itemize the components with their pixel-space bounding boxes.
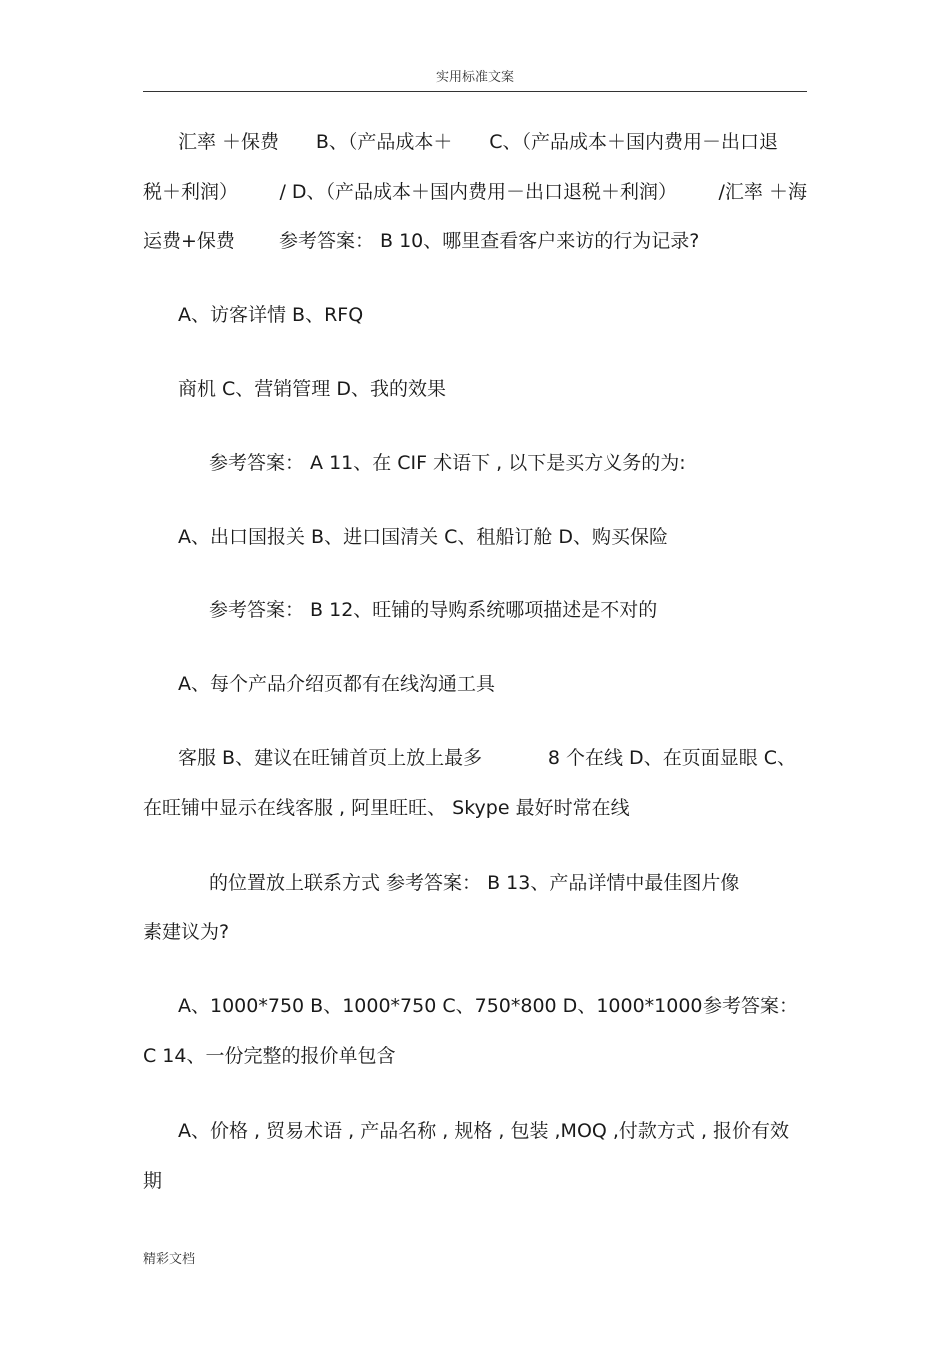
- text-segment: 税＋利润）: [143, 181, 239, 203]
- text-segment: 参考答案：: [702, 995, 798, 1017]
- text-segment: 8 个在线 D、在页面显眼 C、: [547, 747, 796, 769]
- text-segment: 汇率 ＋保费: [178, 131, 280, 153]
- text-segment: C、（产品成本＋国内费用－出口退: [489, 131, 778, 153]
- text-line: [143, 180, 807, 204]
- text-line: A、访客详情 B、RFQ: [178, 304, 364, 326]
- text-line: C 14、一份完整的报价单包含: [143, 1045, 396, 1067]
- header-title: 实用标准文案: [435, 70, 514, 85]
- text-line: A、出口国报关 B、进口国清关 C、租船订舱 D、购买保险: [178, 526, 669, 548]
- text-segment: /汇率 ＋海: [718, 181, 807, 203]
- text-line: 期: [143, 1170, 163, 1192]
- text-line: 的位置放上联系方式 参考答案： B 13、产品详情中最佳图片像: [209, 872, 740, 894]
- text-segment: / D、（产品成本＋国内费用－出口退税＋利润）: [279, 181, 678, 203]
- text-segment: B、（产品成本＋: [315, 131, 453, 153]
- page-footer: 精彩文档: [143, 1252, 196, 1267]
- text-line: 运费+保费 参考答案： B 10、哪里查看客户来访的行为记录?: [143, 230, 700, 252]
- text-line: 素建议为?: [143, 921, 230, 943]
- text-line: [178, 994, 798, 1018]
- text-line: 商机 C、营销管理 D、我的效果: [178, 378, 446, 400]
- text-line: A、每个产品介绍页都有在线沟通工具: [178, 673, 495, 695]
- text-segment: A、1000*750 B、1000*750 C、750*800 D、1000*1000: [178, 995, 703, 1017]
- text-line: [178, 746, 796, 770]
- text-line: 参考答案： B 12、旺铺的导购系统哪项描述是不对的: [209, 599, 658, 621]
- text-line: 在旺铺中显示在线客服 , 阿里旺旺、 Skype 最好时常在线: [143, 797, 630, 819]
- header-divider: [143, 91, 807, 92]
- text-line: 参考答案： A 11、在 CIF 术语下 , 以下是买方义务的为:: [209, 452, 686, 474]
- text-line: A、价格 , 贸易术语 , 产品名称 , 规格 , 包装 ,MOQ ,付款方式 , 报价有效: [178, 1120, 790, 1142]
- text-line: [178, 130, 778, 154]
- text-segment: 客服 B、建议在旺铺首页上放上最多: [178, 747, 483, 769]
